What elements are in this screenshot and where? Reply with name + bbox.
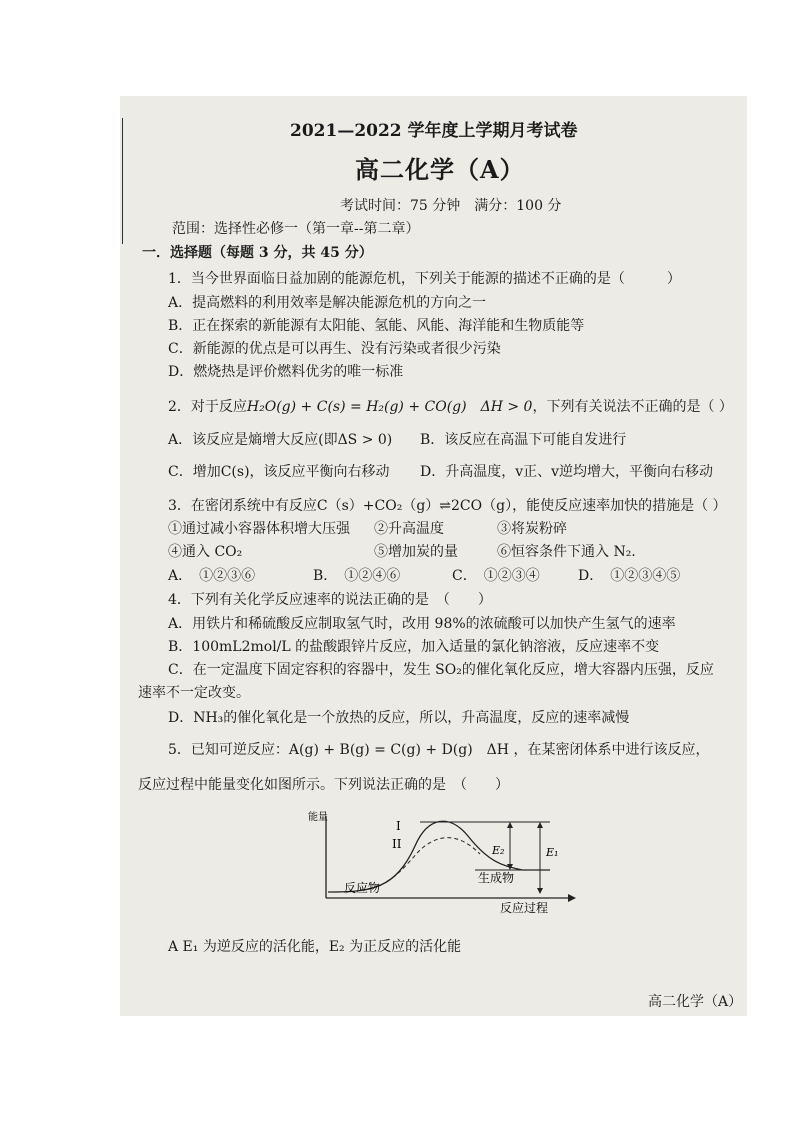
- q5-option-a: A E₁ 为逆反应的活化能，E₂ 为正反应的活化能: [168, 939, 462, 955]
- e2-label: E₂: [492, 844, 505, 857]
- exam-scope: 范围：选择性必修一（第一章--第二章）: [172, 221, 420, 237]
- q4-stem: 4．下列有关化学反应速率的说法正确的是 （ ）: [168, 592, 492, 608]
- q3-option-a: A． ①②③⑥: [168, 568, 256, 584]
- energy-diagram: [300, 806, 590, 916]
- q5-stem-line2: 反应过程中能量变化如图所示。下列说法正确的是 （ ）: [138, 777, 509, 793]
- q3-measure-5: ⑤增加炭的量: [374, 544, 458, 560]
- q5-stem-line1: 5．已知可逆反应：A(g) + B(g) = C(g) + D(g) ΔH ，在某密闭体系中进行该反应，: [168, 742, 710, 758]
- q1-option-a: A．提高燃料的利用效率是解决能源危机的方向之一: [168, 295, 487, 311]
- q4-option-b: B．100mL2mol/L 的盐酸跟锌片反应，加入适量的氯化钠溶液，反应速率不变: [168, 639, 660, 655]
- q2-option-d: D．升高温度，v正、v逆均增大，平衡向右移动: [420, 464, 714, 480]
- q2-stem-prefix: 2．对于反应: [168, 399, 247, 415]
- section-heading: 一．选择题（每题 3 分，共 45 分）: [142, 245, 373, 261]
- q3-measure-2: ②升高温度: [374, 521, 444, 537]
- q3-option-c: C． ①②③④: [452, 568, 540, 584]
- exam-title: 2021—2022 学年度上学期月考试卷: [290, 121, 578, 141]
- e1-arrow-up-icon: [537, 822, 543, 828]
- subject-title: 高二化学（A）: [355, 155, 525, 184]
- q2-option-a: A．该反应是熵增大反应(即ΔS > 0): [168, 432, 393, 448]
- q1-option-d: D．燃烧热是评价燃料优劣的唯一标准: [168, 364, 404, 380]
- curve-ii-label: II: [392, 837, 402, 851]
- q2-equation: H₂O(g) + C(s) = H₂(g) + CO(g) ΔH > 0: [246, 399, 533, 415]
- q4-option-c-cont: 速率不一定改变。: [138, 685, 250, 701]
- q3-measure-4: ④通入 CO₂: [168, 544, 243, 560]
- x-axis-arrow-icon: [568, 894, 576, 902]
- e1-arrow-down-icon: [537, 888, 543, 894]
- q1-option-b: B．正在探索的新能源有太阳能、氢能、风能、海洋能和生物质能等: [168, 318, 585, 334]
- q2-option-c: C．增加C(s)，该反应平衡向右移动: [168, 464, 390, 480]
- reactant-label: 反应物: [344, 881, 381, 895]
- q2-stem: [168, 398, 733, 416]
- q2-stem-suffix: ，下列有关说法不正确的是（ ）: [532, 399, 733, 415]
- q3-option-b: B． ①②④⑥: [313, 568, 401, 584]
- q4-option-a: A．用铁片和稀硫酸反应制取氢气时，改用 98%的浓硫酸可以加快产生氢气的速率: [168, 616, 676, 632]
- q1-option-c: C．新能源的优点是可以再生、没有污染或者很少污染: [168, 341, 501, 357]
- exam-info: 考试时间：75 分钟 满分：100 分: [340, 198, 562, 214]
- e2-arrow-up-icon: [507, 822, 513, 828]
- q2-option-b: B．该反应在高温下可能自发进行: [420, 432, 627, 448]
- q4-option-c: C．在一定温度下固定容积的容器中，发生 SO₂的催化氧化反应，增大容器内压强，反应: [168, 662, 714, 678]
- q3-measure-6: ⑥恒容条件下通入 N₂.: [497, 544, 636, 560]
- q3-measure-3: ③将炭粉碎: [497, 521, 567, 537]
- y-axis-label: 能量: [308, 812, 328, 823]
- q4-option-d: D．NH₃的催化氧化是一个放热的反应，所以，升高温度，反应的速率减慢: [168, 710, 630, 726]
- product-label: 生成物: [478, 871, 515, 885]
- e1-label: E₁: [546, 846, 559, 859]
- curve-i-label: I: [396, 819, 401, 833]
- q1-stem: 1．当今世界面临日益加剧的能源危机，下列关于能源的描述不正确的是（ ）: [168, 271, 681, 287]
- q3-option-d: D． ①②③④⑤: [578, 568, 681, 584]
- x-axis-label: 反应过程: [500, 901, 549, 915]
- q3-stem: 3．在密闭系统中有反应C（s）+CO₂（g）⇌2CO（g），能使反应速率加快的措施是（ ）: [168, 498, 727, 514]
- q3-measure-1: ①通过减小容器体积增大压强: [168, 521, 350, 537]
- paper-edge-line: [122, 118, 123, 244]
- page-footer: 高二化学（A）: [648, 994, 743, 1010]
